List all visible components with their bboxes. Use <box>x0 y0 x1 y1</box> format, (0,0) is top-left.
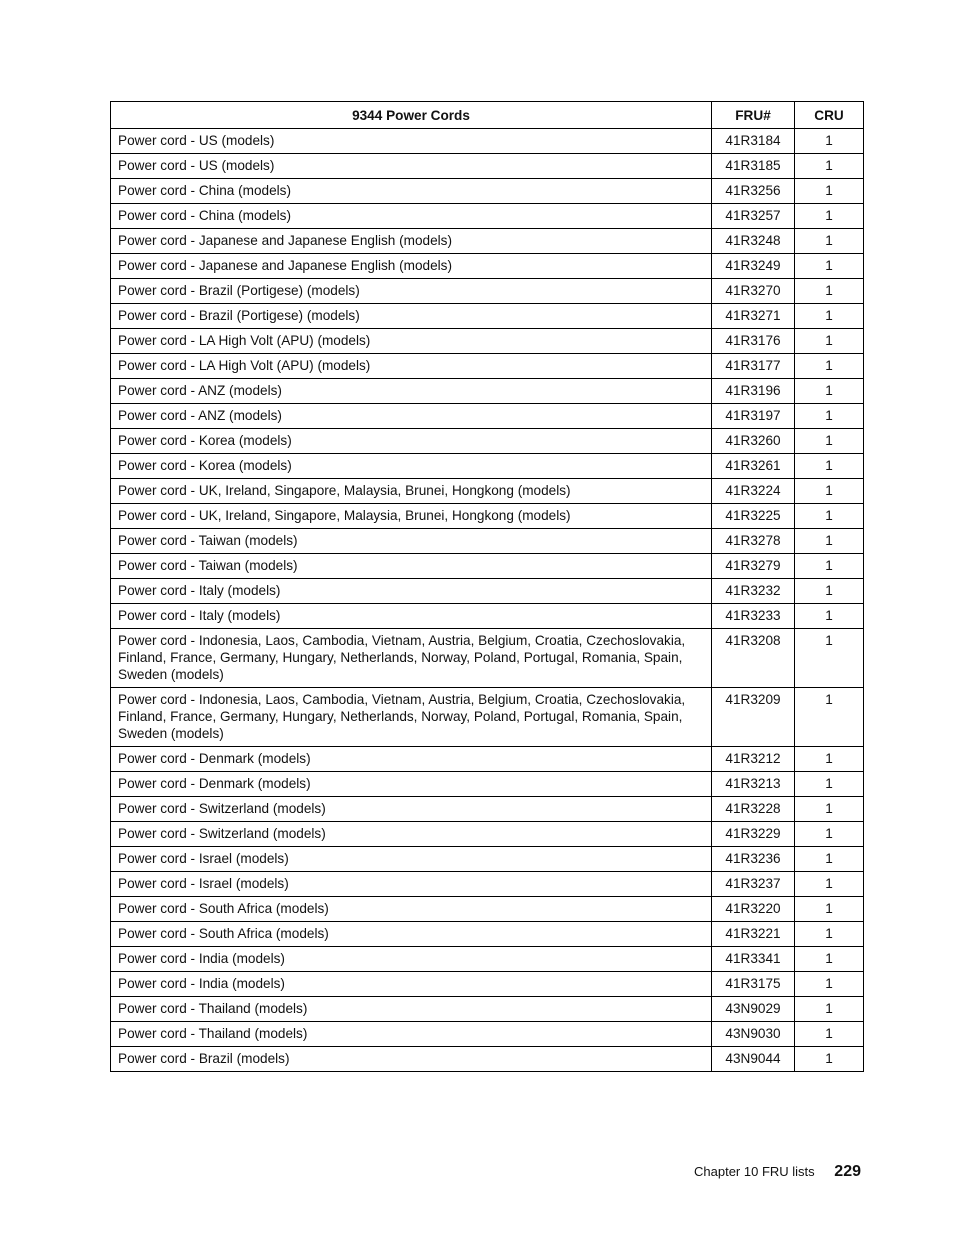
table-row <box>111 922 864 947</box>
table-row <box>111 354 864 379</box>
table-row <box>111 529 864 554</box>
cell-description: Power cord - China (models) <box>111 204 712 229</box>
cell-fru-number: 41R3271 <box>712 304 795 329</box>
cell-description: Power cord - Israel (models) <box>111 872 712 897</box>
cell-description: Power cord - Taiwan (models) <box>111 554 712 579</box>
cell-fru-number: 41R3279 <box>712 554 795 579</box>
cell-description: Power cord - Denmark (models) <box>111 747 712 772</box>
cell-description: Power cord - Korea (models) <box>111 454 712 479</box>
cell-fru-number: 41R3237 <box>712 872 795 897</box>
cell-fru-number: 41R3220 <box>712 897 795 922</box>
cell-fru-number: 41R3228 <box>712 797 795 822</box>
cell-description: Power cord - LA High Volt (APU) (models) <box>111 354 712 379</box>
chapter-label: Chapter 10 FRU lists <box>694 1164 815 1179</box>
cell-description: Power cord - Brazil (models) <box>111 1047 712 1072</box>
cell-fru-number: 43N9029 <box>712 997 795 1022</box>
cell-cru-tier: 1 <box>795 154 864 179</box>
cell-cru-tier: 1 <box>795 454 864 479</box>
table-row <box>111 972 864 997</box>
table-row <box>111 688 864 747</box>
cell-description: Power cord - South Africa (models) <box>111 922 712 947</box>
cell-cru-tier: 1 <box>795 254 864 279</box>
cell-fru-number: 41R3197 <box>712 404 795 429</box>
cell-description: Power cord - Thailand (models) <box>111 997 712 1022</box>
table-row <box>111 629 864 688</box>
cell-fru-number: 41R3224 <box>712 479 795 504</box>
table-row <box>111 429 864 454</box>
cell-description: Power cord - Indonesia, Laos, Cambodia, Vietnam, Austria, Belgium, Croatia, Czechoslovakia, Finland, France, Germany, Hungary, Netherlands, Norway, Poland, Portugal, Romania, Spain, Sweden (models) <box>111 688 712 747</box>
table-row <box>111 1022 864 1047</box>
table-row <box>111 747 864 772</box>
page-number: 229 <box>834 1163 861 1180</box>
cell-description: Power cord - Japanese and Japanese English (models) <box>111 229 712 254</box>
cell-fru-number: 41R3175 <box>712 972 795 997</box>
cell-fru-number: 41R3233 <box>712 604 795 629</box>
cell-fru-number: 41R3278 <box>712 529 795 554</box>
cell-description: Power cord - US (models) <box>111 129 712 154</box>
table-row <box>111 797 864 822</box>
cell-description: Power cord - Italy (models) <box>111 604 712 629</box>
table-header-row <box>111 102 864 129</box>
cell-cru-tier: 1 <box>795 529 864 554</box>
cell-fru-number: 41R3176 <box>712 329 795 354</box>
cell-fru-number: 41R3225 <box>712 504 795 529</box>
cell-cru-tier: 1 <box>795 629 864 688</box>
cell-cru-tier: 1 <box>795 688 864 747</box>
cell-cru-tier: 1 <box>795 204 864 229</box>
cell-cru-tier: 1 <box>795 947 864 972</box>
cell-description: Power cord - Switzerland (models) <box>111 822 712 847</box>
table-row <box>111 554 864 579</box>
table-row <box>111 304 864 329</box>
cell-description: Power cord - Brazil (Portigese) (models) <box>111 304 712 329</box>
cell-cru-tier: 1 <box>795 747 864 772</box>
page-footer <box>694 1163 861 1181</box>
cell-description: Power cord - India (models) <box>111 972 712 997</box>
cell-description: Power cord - China (models) <box>111 179 712 204</box>
column-header-description: 9344 Power Cords <box>111 102 712 129</box>
cell-cru-tier: 1 <box>795 279 864 304</box>
table-row <box>111 129 864 154</box>
cell-description: Power cord - Denmark (models) <box>111 772 712 797</box>
cell-cru-tier: 1 <box>795 479 864 504</box>
cell-cru-tier: 1 <box>795 429 864 454</box>
cell-cru-tier: 1 <box>795 129 864 154</box>
cell-fru-number: 41R3236 <box>712 847 795 872</box>
column-header-fru: FRU# <box>712 102 795 129</box>
table-row <box>111 579 864 604</box>
cell-description: Power cord - Israel (models) <box>111 847 712 872</box>
table-row <box>111 179 864 204</box>
cell-fru-number: 41R3209 <box>712 688 795 747</box>
cell-cru-tier: 1 <box>795 772 864 797</box>
cell-cru-tier: 1 <box>795 972 864 997</box>
cell-cru-tier: 1 <box>795 922 864 947</box>
table-row <box>111 947 864 972</box>
cell-fru-number: 43N9030 <box>712 1022 795 1047</box>
table-row <box>111 404 864 429</box>
cell-description: Power cord - LA High Volt (APU) (models) <box>111 329 712 354</box>
cell-fru-number: 41R3229 <box>712 822 795 847</box>
cell-fru-number: 41R3212 <box>712 747 795 772</box>
cell-fru-number: 41R3196 <box>712 379 795 404</box>
cell-description: Power cord - South Africa (models) <box>111 897 712 922</box>
cell-fru-number: 41R3185 <box>712 154 795 179</box>
table-row <box>111 1047 864 1072</box>
cell-fru-number: 41R3270 <box>712 279 795 304</box>
cell-cru-tier: 1 <box>795 1047 864 1072</box>
cell-description: Power cord - Switzerland (models) <box>111 797 712 822</box>
cell-description: Power cord - UK, Ireland, Singapore, Malaysia, Brunei, Hongkong (models) <box>111 479 712 504</box>
table-row <box>111 229 864 254</box>
cell-description: Power cord - ANZ (models) <box>111 379 712 404</box>
cell-description: Power cord - UK, Ireland, Singapore, Malaysia, Brunei, Hongkong (models) <box>111 504 712 529</box>
cell-cru-tier: 1 <box>795 329 864 354</box>
cell-fru-number: 41R3177 <box>712 354 795 379</box>
cell-fru-number: 43N9044 <box>712 1047 795 1072</box>
cell-fru-number: 41R3221 <box>712 922 795 947</box>
cell-cru-tier: 1 <box>795 554 864 579</box>
cell-description: Power cord - US (models) <box>111 154 712 179</box>
cell-cru-tier: 1 <box>795 997 864 1022</box>
cell-cru-tier: 1 <box>795 1022 864 1047</box>
table-row <box>111 604 864 629</box>
table-row <box>111 504 864 529</box>
table-row <box>111 847 864 872</box>
cell-fru-number: 41R3184 <box>712 129 795 154</box>
cell-fru-number: 41R3213 <box>712 772 795 797</box>
cell-description: Power cord - Italy (models) <box>111 579 712 604</box>
table-row <box>111 154 864 179</box>
table-row <box>111 822 864 847</box>
cell-description: Power cord - Taiwan (models) <box>111 529 712 554</box>
cell-description: Power cord - Brazil (Portigese) (models) <box>111 279 712 304</box>
cell-fru-number: 41R3257 <box>712 204 795 229</box>
cell-fru-number: 41R3248 <box>712 229 795 254</box>
cell-cru-tier: 1 <box>795 354 864 379</box>
cell-cru-tier: 1 <box>795 229 864 254</box>
column-header-cru: CRU <box>795 102 864 129</box>
cell-fru-number: 41R3208 <box>712 629 795 688</box>
cell-fru-number: 41R3249 <box>712 254 795 279</box>
cell-fru-number: 41R3260 <box>712 429 795 454</box>
table-row <box>111 897 864 922</box>
table-row <box>111 329 864 354</box>
cell-cru-tier: 1 <box>795 604 864 629</box>
cell-cru-tier: 1 <box>795 897 864 922</box>
table-row <box>111 279 864 304</box>
cell-description: Power cord - ANZ (models) <box>111 404 712 429</box>
cell-fru-number: 41R3232 <box>712 579 795 604</box>
cell-fru-number: 41R3256 <box>712 179 795 204</box>
cell-fru-number: 41R3261 <box>712 454 795 479</box>
cell-fru-number: 41R3341 <box>712 947 795 972</box>
table-row <box>111 379 864 404</box>
table-body <box>111 129 864 1072</box>
cell-cru-tier: 1 <box>795 304 864 329</box>
cell-cru-tier: 1 <box>795 179 864 204</box>
cell-description: Power cord - Japanese and Japanese English (models) <box>111 254 712 279</box>
table-row <box>111 454 864 479</box>
cell-description: Power cord - Indonesia, Laos, Cambodia, Vietnam, Austria, Belgium, Croatia, Czechoslovakia, Finland, France, Germany, Hungary, Netherlands, Norway, Poland, Portugal, Romania, Spain, Sweden (models) <box>111 629 712 688</box>
cell-cru-tier: 1 <box>795 379 864 404</box>
cell-description: Power cord - Korea (models) <box>111 429 712 454</box>
cell-cru-tier: 1 <box>795 847 864 872</box>
cell-cru-tier: 1 <box>795 822 864 847</box>
cell-cru-tier: 1 <box>795 404 864 429</box>
table-row <box>111 479 864 504</box>
cell-description: Power cord - India (models) <box>111 947 712 972</box>
cell-cru-tier: 1 <box>795 872 864 897</box>
cell-cru-tier: 1 <box>795 579 864 604</box>
table-row <box>111 772 864 797</box>
table-row <box>111 204 864 229</box>
fru-table <box>110 101 864 1072</box>
table-row <box>111 872 864 897</box>
cell-cru-tier: 1 <box>795 504 864 529</box>
table-row <box>111 997 864 1022</box>
cell-cru-tier: 1 <box>795 797 864 822</box>
table-row <box>111 254 864 279</box>
cell-description: Power cord - Thailand (models) <box>111 1022 712 1047</box>
